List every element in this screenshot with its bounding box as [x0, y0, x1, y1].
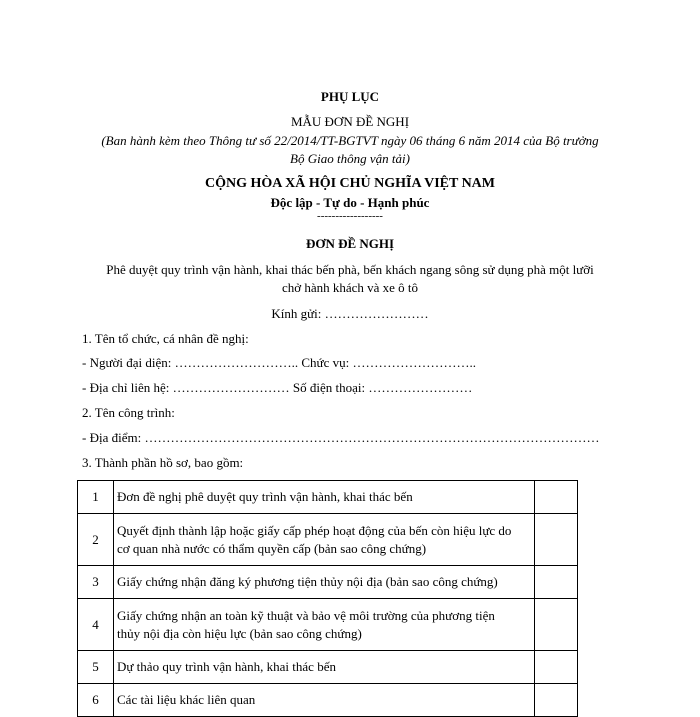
- row-number: 1: [78, 481, 114, 514]
- row-number: 6: [78, 684, 114, 717]
- table-row: [78, 684, 578, 717]
- national-title: CỘNG HÒA XÃ HỘI CHỦ NGHĨA VIỆT NAM: [204, 176, 495, 191]
- row-description: [114, 599, 535, 651]
- appendix-note-line1: (Ban hành kèm theo Thông tư số 22/2014/TT-BGTVT ngày 06 tháng 6 năm 2014 của Bộ trưởng: [101, 133, 599, 148]
- form-field-contact: - Địa chỉ liên hệ: ……………………… Số điện thoại: ……………………: [82, 380, 473, 395]
- row-check-cell: [535, 651, 578, 684]
- form-subject-line1: Phê duyệt quy trình vận hành, khai thác bến phà, bến khách ngang sông sử dụng phà một lưỡi: [106, 262, 594, 277]
- table-row: [78, 599, 578, 651]
- row-description-line2: thủy nội địa còn hiệu lực (bản sao công chứng): [117, 625, 362, 641]
- row-number: 3: [78, 566, 114, 599]
- documents-table: [77, 480, 578, 717]
- national-divider: ------------------: [317, 210, 383, 222]
- row-description: [114, 684, 535, 717]
- appendix-note-line2: Bộ Giao thông vận tải): [290, 151, 410, 166]
- form-field-dossier: 3. Thành phần hồ sơ, bao gồm:: [82, 455, 244, 470]
- form-field-organization: 1. Tên tổ chức, cá nhân đề nghị:: [82, 331, 249, 346]
- form-field-location: - Địa điểm: ……………………………………………………………………………………………: [82, 430, 600, 445]
- national-motto: Độc lập - Tự do - Hạnh phúc: [270, 195, 430, 210]
- table-row: [78, 514, 578, 566]
- row-check-cell: [535, 566, 578, 599]
- table-row: [78, 481, 578, 514]
- row-check-cell: [535, 684, 578, 717]
- row-number: 2: [78, 514, 114, 566]
- row-description: [114, 651, 535, 684]
- row-description-line1: Các tài liệu khác liên quan: [117, 692, 256, 707]
- row-description: [114, 566, 535, 599]
- row-check-cell: [535, 514, 578, 566]
- form-field-representative: - Người đại diện: ……………………….. Chức vụ: ………………………..: [82, 355, 476, 370]
- row-number: 5: [78, 651, 114, 684]
- row-description-line1: Giấy chứng nhận an toàn kỹ thuật và bảo vệ môi trường của phương tiện: [117, 607, 495, 623]
- row-description-line1: Quyết định thành lập hoặc giấy cấp phép hoạt động của bến còn hiệu lực do: [117, 522, 512, 538]
- appendix-heading: PHỤ LỤC: [320, 89, 380, 104]
- row-description-line1: Dự thảo quy trình vận hành, khai thác bến: [117, 659, 336, 674]
- appendix-subheading: MẪU ĐƠN ĐỀ NGHỊ: [290, 114, 410, 129]
- row-description: [114, 481, 535, 514]
- row-description-line1: Giấy chứng nhận đăng ký phương tiện thủy nội địa (bản sao công chứng): [117, 574, 498, 589]
- row-description-line1: Đơn đề nghị phê duyệt quy trình vận hành, khai thác bến: [117, 489, 413, 504]
- form-title: ĐƠN ĐỀ NGHỊ: [305, 236, 395, 251]
- form-subject-line2: chở hành khách và xe ô tô: [281, 280, 419, 295]
- row-check-cell: [535, 599, 578, 651]
- form-field-project: 2. Tên công trình:: [82, 405, 175, 420]
- table-row: [78, 651, 578, 684]
- form-recipient: Kính gửi: ……………………: [271, 306, 429, 321]
- row-description: [114, 514, 535, 566]
- row-check-cell: [535, 481, 578, 514]
- table-row: [78, 566, 578, 599]
- row-number: 4: [78, 599, 114, 651]
- row-description-line2: cơ quan nhà nước có thẩm quyền cấp (bản sao công chứng): [117, 540, 427, 556]
